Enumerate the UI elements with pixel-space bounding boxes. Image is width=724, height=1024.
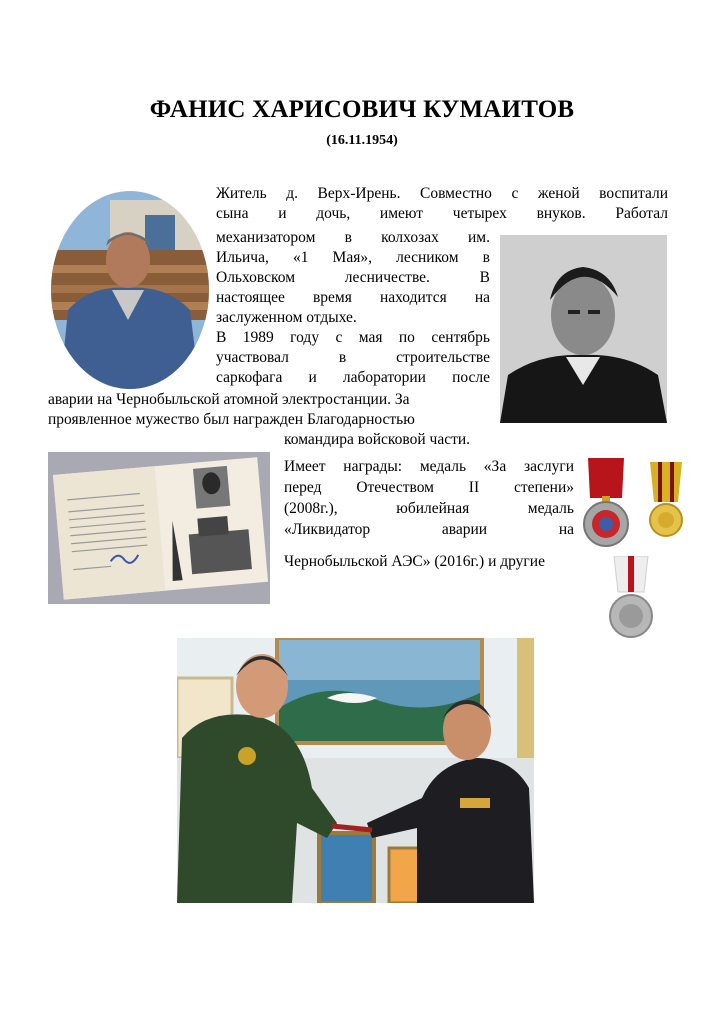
bio-line: Чернобыльской АЭС» (2016г.) и другие	[284, 553, 545, 570]
bio-line: заслуженном отдыхе.	[216, 309, 357, 326]
bio-line-awards-end	[284, 552, 604, 572]
bio-line: Ольховском лесничестве. В	[216, 269, 490, 286]
medal-chernobyl-liquidator	[608, 556, 654, 640]
bio-line: Имеет награды: медаль «За заслуги	[284, 458, 574, 475]
award-ceremony-photo	[177, 638, 534, 903]
bio-line: командира войсковой части.	[284, 431, 471, 448]
bio-paragraph-work	[216, 228, 490, 388]
bio-line: перед Отечеством II степени»	[284, 479, 574, 496]
bio-line: Житель д. Верх-Ирень. Совместно с женой воспитали	[216, 185, 668, 202]
bio-paragraph-awards	[284, 456, 574, 540]
life-dates: (16.11.1954)	[326, 133, 398, 148]
bio-paragraph-chernobyl	[48, 390, 508, 430]
bio-line: аварии на Чернобыльской атомной электростанции. За	[48, 391, 410, 408]
bio-paragraph-intro	[216, 184, 668, 224]
medal-jubilee-gold	[648, 462, 684, 540]
certificate-photo	[48, 452, 270, 604]
bio-line: саркофага и лаборатории после	[216, 369, 490, 386]
bio-line: участвовал в строительстве	[216, 349, 490, 366]
page-title: ФАНИС ХАРИСОВИЧ КУМАИТОВ	[149, 96, 575, 123]
medal-for-merit-to-fatherland	[582, 458, 630, 548]
bio-line: Ильича, «1 Мая», лесником в	[216, 249, 490, 266]
bio-line: «Ликвидатор аварии на	[284, 521, 574, 538]
bio-line: (2008г.), юбилейная медаль	[284, 500, 574, 517]
portrait-oval-photo	[50, 190, 210, 390]
bio-line-gratitude	[284, 430, 544, 450]
bio-line: В 1989 году с мая по сентябрь	[216, 329, 490, 346]
bio-line: настоящее время находится на	[216, 289, 490, 306]
bio-line: механизатором в колхозах им.	[216, 229, 490, 246]
portrait-bw-photo	[500, 235, 667, 423]
bio-line: сына и дочь, имеют четырех внуков. Работал	[216, 205, 668, 222]
bio-line: проявленное мужество был награжден Благодарностью	[48, 411, 415, 428]
